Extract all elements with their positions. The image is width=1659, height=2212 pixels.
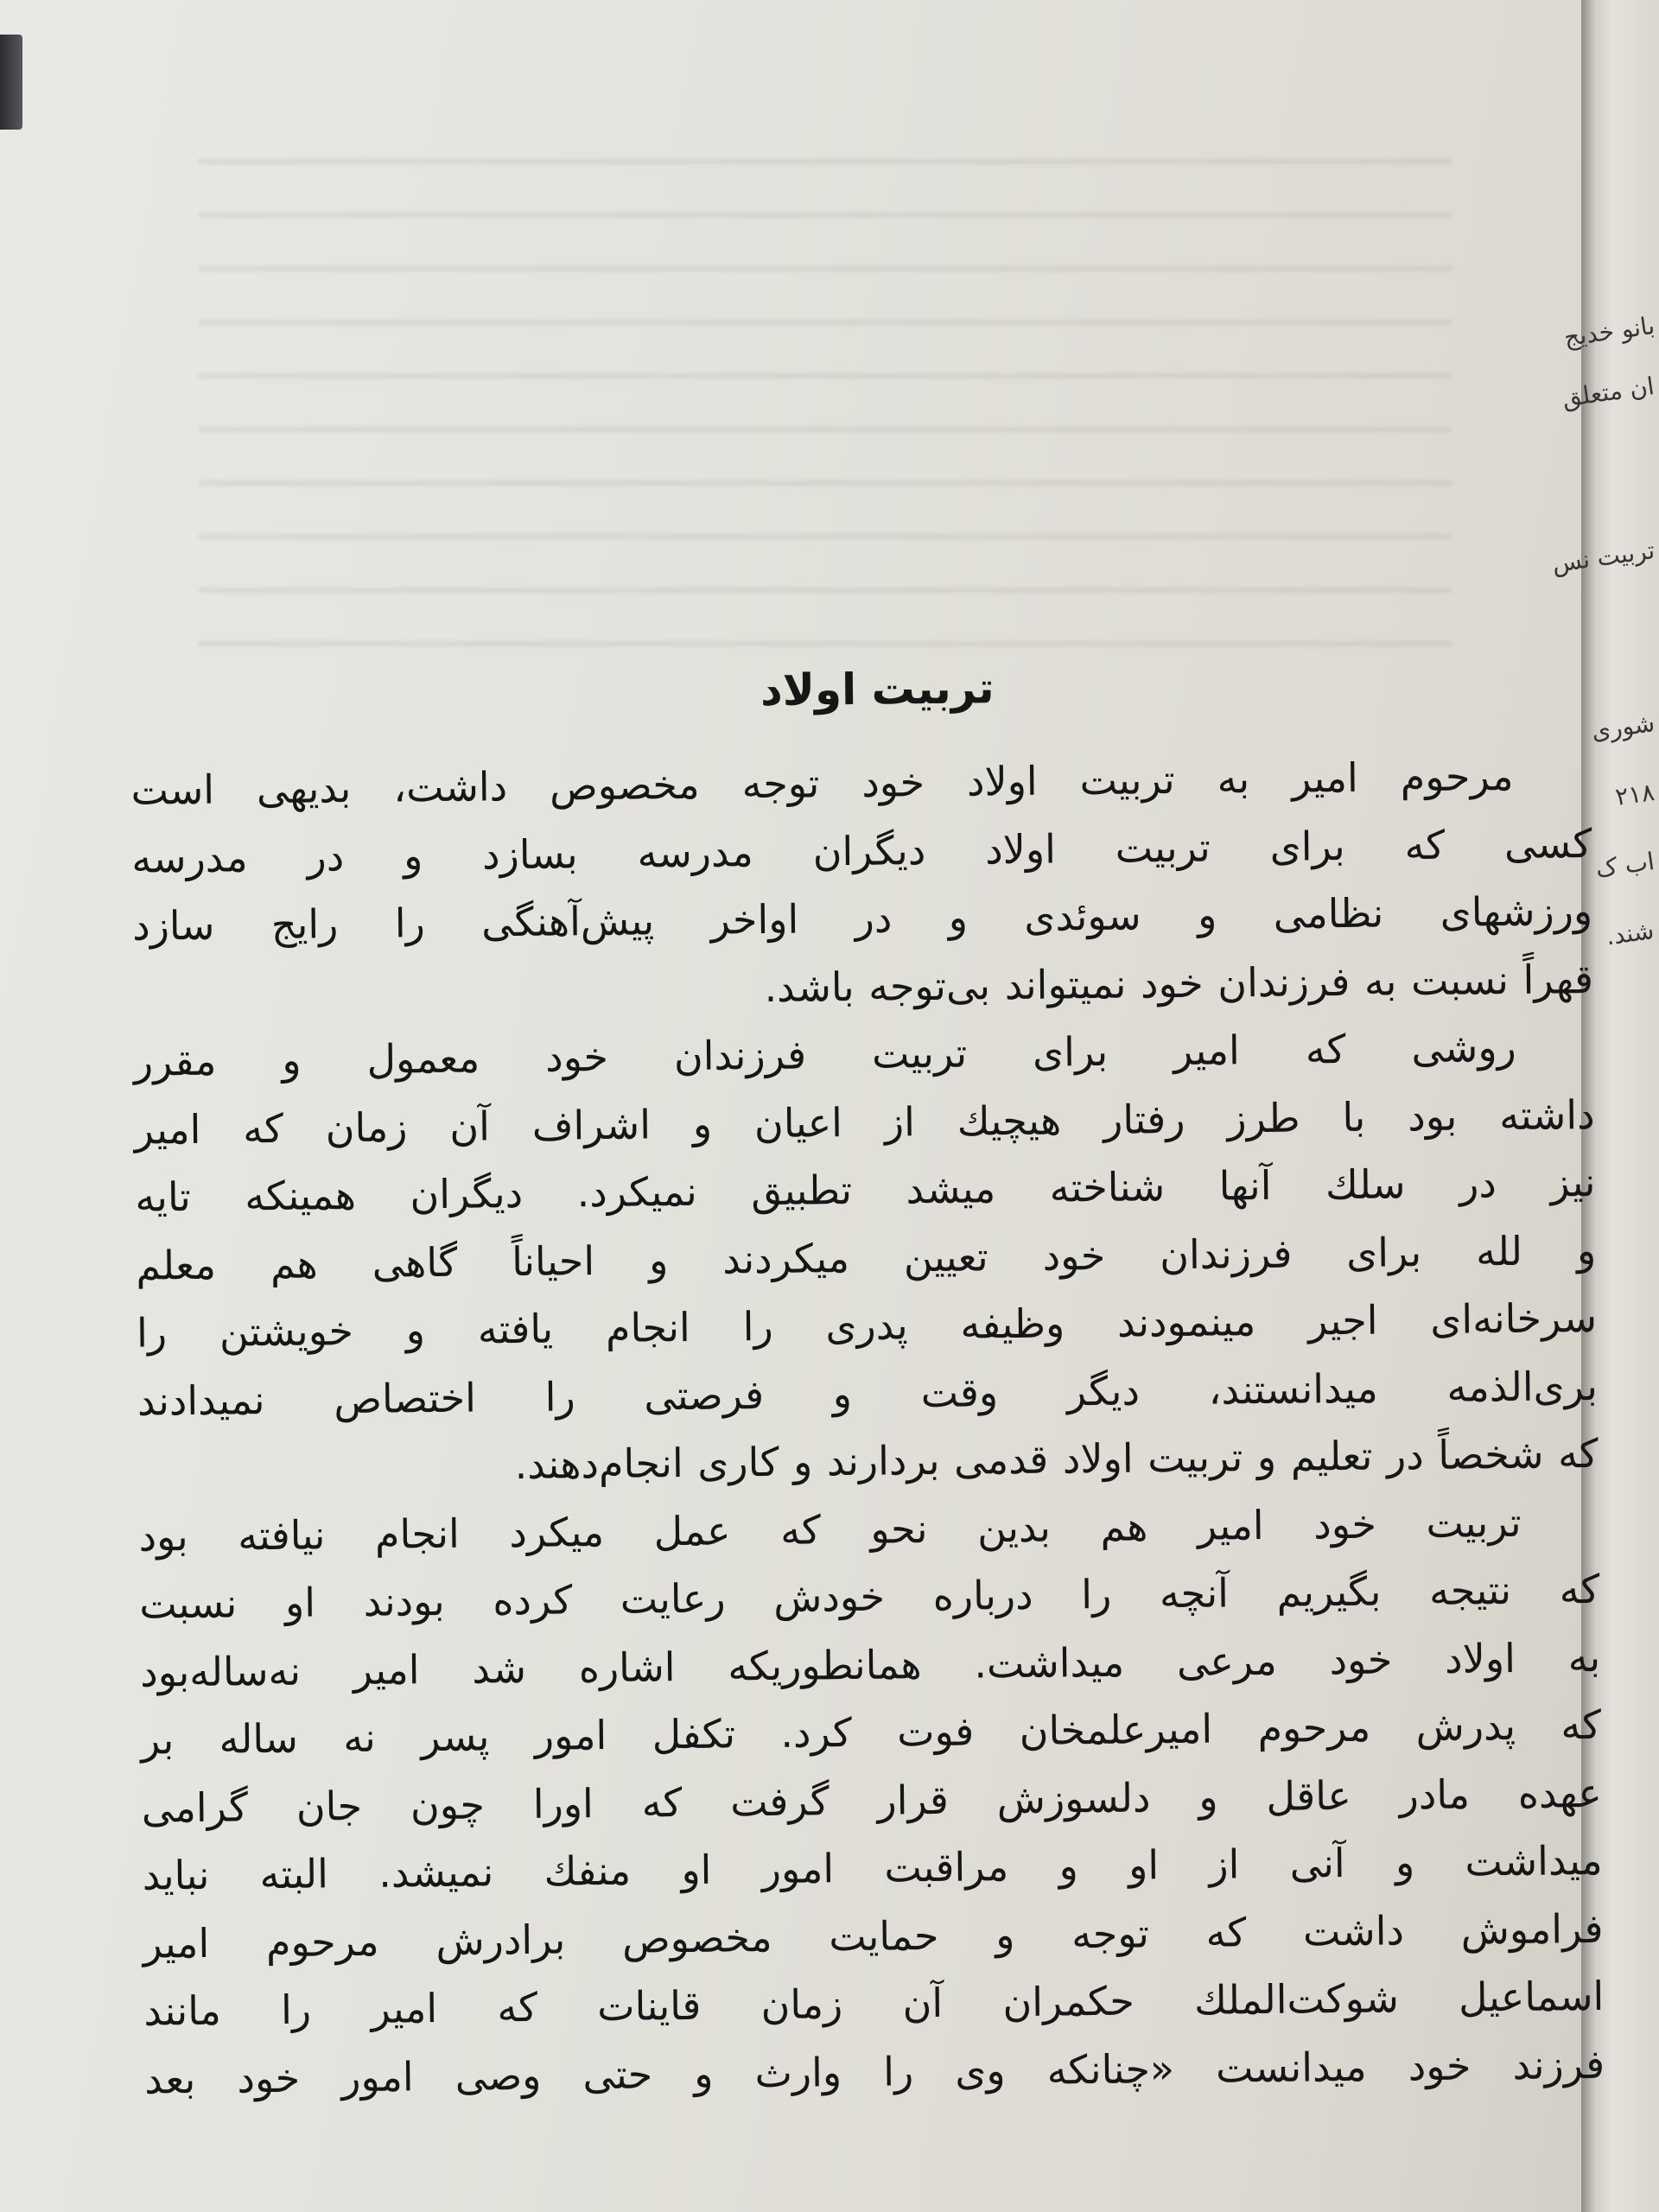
text-line: و لله برای فرزندان خود تعیین میکردند و احیاناً گاهی هم معلم: [135, 1226, 1597, 1289]
adjacent-page-fragment: اب ک: [1593, 847, 1656, 884]
text-line: میداشت و آنی از او و مراقبت امور او منفك نمیشد. البته نباید: [142, 1836, 1603, 1899]
text-line: تربیت خود امیر هم بدین نحو که عمل میکرد انجام نیافته بود: [138, 1498, 1522, 1560]
page-content: [130, 657, 1605, 2113]
adjacent-page-fragment: بانو خدیج: [1561, 311, 1656, 353]
text-line: داشته بود با طرز رفتار هیچیك از اعیان و اشراف آن زمان که امیر: [134, 1090, 1595, 1154]
text-line: مرحوم امیر به تربیت اولاد خود توجه مخصوص داشت، بدیهی است: [130, 752, 1514, 814]
adjacent-page-fragment: ۲۱۸: [1613, 778, 1656, 811]
text-line: سرخانه‌ای اجیر مینمودند وظیفه پدری را انجام یافته و خویشتن را: [136, 1294, 1598, 1357]
section-title: تربیت اولاد: [760, 663, 995, 716]
bleed-through-text: [199, 130, 1452, 683]
text-line: نیز در سلك آنها شناخته میشد تطبیق نمیکرد. دیگران همینکه تایه: [135, 1158, 1596, 1221]
text-line: روشی که امیر برای تربیت فرزندان خود معمول و مقرر: [133, 1023, 1517, 1085]
book-cover-edge: [0, 35, 22, 130]
text-line: کسی که برای تربیت اولاد دیگران مدرسه بسازد و در مدرسه: [131, 819, 1592, 882]
text-line: فراموش داشت که توجه و حمایت مخصوص برادرش مرحوم امیر: [143, 1904, 1604, 1967]
adjacent-page-fragment: شوری: [1589, 709, 1656, 746]
body-text: [130, 741, 1605, 2113]
adjacent-page-fragment: تربیت نس: [1549, 536, 1656, 579]
text-line: که نتیجه بگیریم آنچه را درباره خودش رعایت کرده بودند او نسبت: [139, 1565, 1600, 1628]
text-line: اسماعیل شوکت‌الملك حکمران آن زمان قاینات که امیر را مانند: [143, 1972, 1605, 2035]
text-line: عهده مادر عاقل و دلسوزش قرار گرفت که اورا چون جان گرامی: [141, 1769, 1603, 1832]
text-line: به اولاد خود مرعی میداشت. همانطوریکه اشاره شد امیر نه‌ساله‌بود: [139, 1633, 1601, 1696]
adjacent-page-fragment: ان متعلق: [1560, 372, 1656, 413]
text-line: قهراً نسبت به فرزندان خود نمیتواند بی‌توجه باشد.: [764, 955, 1594, 1011]
text-line: ورزشهای نظامی و سوئدی و در اواخر پیش‌آهنگی را رایج سازد: [131, 887, 1593, 950]
adjacent-page-fragment: شند.: [1605, 916, 1656, 951]
text-line: بری‌الذمه میدانستند، دیگر وقت و فرصتی را اختصاص نمیدادند: [137, 1362, 1599, 1425]
text-line: فرزند خود میدانست «چنانکه وی را وارث و حتی وصی امور خود بعد: [143, 2040, 1605, 2103]
text-line: که پدرش مرحوم امیرعلمخان فوت کرد. تکفل امور پسر نه ساله بر: [140, 1700, 1602, 1764]
text-line: که شخصاً در تعلیم و تربیت اولاد قدمی بردارند و کاری انجام‌دهند.: [514, 1429, 1599, 1489]
